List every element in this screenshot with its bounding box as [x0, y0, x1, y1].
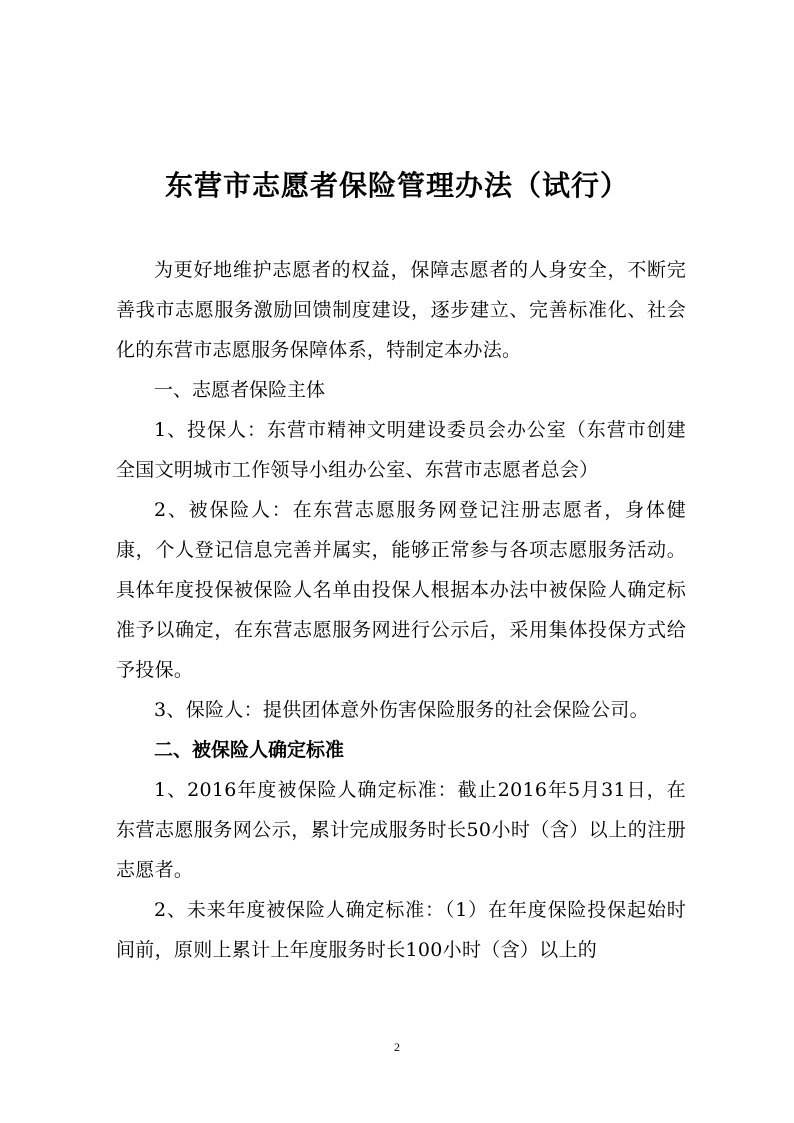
- document-body: [116, 250, 686, 970]
- section-1-item-2: 2、被保险人：在东营志愿服务网登记注册志愿者，身体健康，个人登记信息完善并属实，能够正常参与各项志愿服务活动。具体年度投保被保险人名单由投保人根据本办法中被保险人确定标准予以确定，在东营志愿服务网进行公示后，采用集体投保方式给予投保。: [116, 499, 686, 681]
- section-1-item-3: 3、保险人：提供团体意外伤害保险服务的社会保险公司。: [154, 699, 649, 721]
- section-2-item-1: 1、2016年度被保险人确定标准：截止2016年5月31日，在东营志愿服务网公示，累计完成服务时长50小时（含）以上的注册志愿者。: [116, 779, 686, 881]
- section-2-heading: 二、被保险人确定标准: [154, 739, 345, 761]
- page-number: 2: [394, 1040, 400, 1054]
- document-title: 东营市志愿者保险管理办法（试行）: [164, 169, 629, 202]
- intro-paragraph: 为更好地维护志愿者的权益，保障志愿者的人身安全，不断完善我市志愿服务激励回馈制度建设，逐步建立、完善标准化、社会化的东营市志愿服务保障体系，特制定本办法。: [116, 259, 686, 361]
- section-1-item-1: 1、投保人：东营市精神文明建设委员会办公室（东营市创建全国文明城市工作领导小组办公室、东营市志愿者总会）: [116, 419, 686, 481]
- section-2-item-2: 2、未来年度被保险人确定标准：（1）在年度保险投保起始时间前，原则上累计上年度服务时长100小时（含）以上的: [116, 899, 686, 961]
- section-1-heading: 一、志愿者保险主体: [154, 379, 326, 401]
